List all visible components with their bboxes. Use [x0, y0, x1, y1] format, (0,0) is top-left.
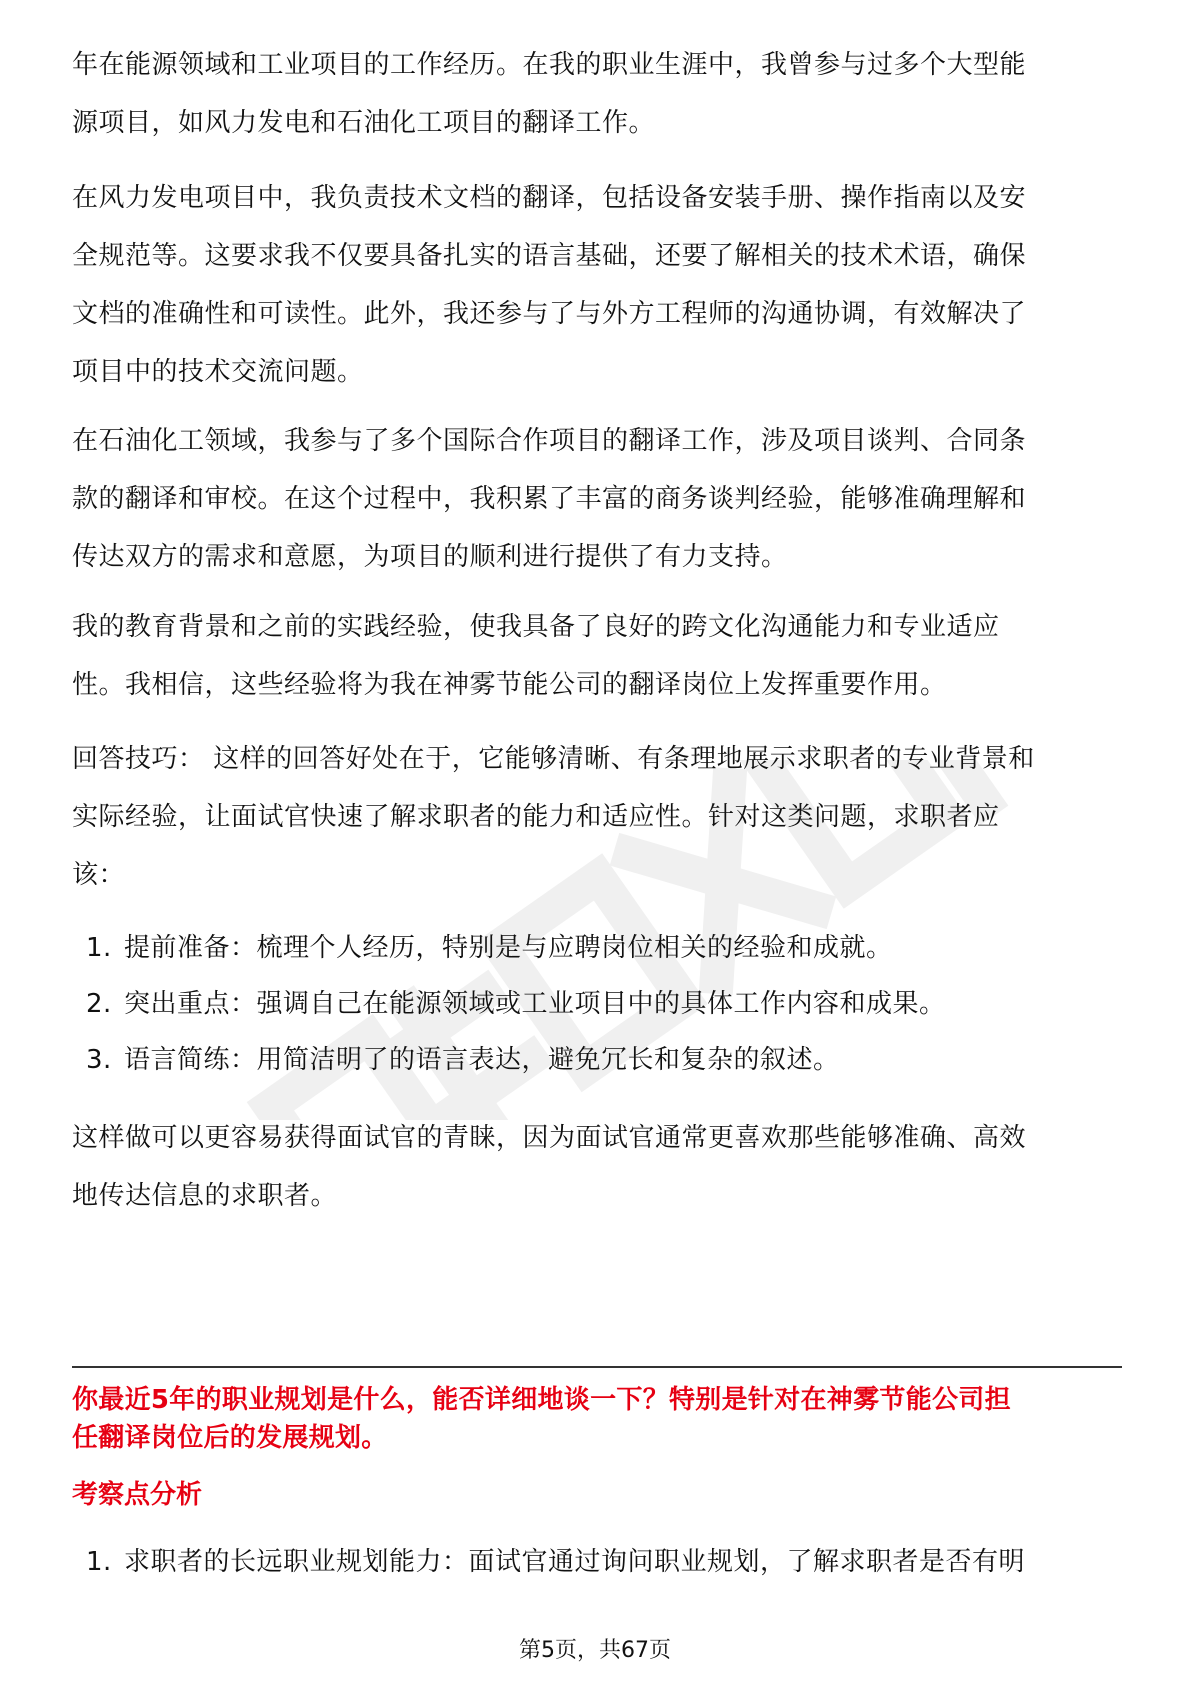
text-line: 在石油化工领域，我参与了多个国际合作项目的翻译工作，涉及项目谈判、合同条	[72, 426, 1027, 456]
list-item	[72, 976, 1122, 1032]
paragraph-experience-intro	[72, 36, 1122, 152]
text-line: 全规范等。这要求我不仅要具备扎实的语言基础，还要了解相关的技术术语，确保	[72, 241, 1027, 271]
list-number: 2.	[86, 989, 112, 1019]
list-number: 1.	[86, 1547, 112, 1577]
text-line: 年在能源领域和工业项目的工作经历。在我的职业生涯中，我曾参与过多个大型能	[72, 50, 1027, 80]
paragraph-education	[72, 598, 1122, 714]
list-item	[72, 1534, 1122, 1590]
text-line: 性。我相信，这些经验将为我在神雾节能公司的翻译岗位上发挥重要作用。	[72, 670, 947, 700]
list-text: 语言简练：用简洁明了的语言表达，避免冗长和复杂的叙述。	[124, 1045, 840, 1075]
list-item	[72, 1032, 1122, 1088]
text-line: 我的教育背景和之前的实践经验，使我具备了良好的跨文化沟通能力和专业适应	[72, 612, 1000, 642]
paragraph-answer-tips	[72, 730, 1122, 904]
list-text: 提前准备：梳理个人经历，特别是与应聘岗位相关的经验和成就。	[124, 933, 893, 963]
text-line: 这样做可以更容易获得面试官的青睐，因为面试官通常更喜欢那些能够准确、高效	[72, 1123, 1027, 1153]
text-line: 该：	[72, 860, 126, 890]
question-line: 任翻译岗位后的发展规划。	[72, 1423, 388, 1453]
question-line: 你最近5年的职业规划是什么，能否详细地谈一下？特别是针对在神雾节能公司担	[72, 1385, 1011, 1415]
paragraph-conclusion	[72, 1109, 1122, 1225]
text-line: 传达双方的需求和意愿，为项目的顺利进行提供了有力支持。	[72, 542, 788, 572]
text-line: 款的翻译和审校。在这个过程中，我积累了丰富的商务谈判经验，能够准确理解和	[72, 484, 1027, 514]
section-divider	[72, 1366, 1122, 1368]
interview-question	[72, 1381, 1122, 1457]
list-number: 3.	[86, 1045, 112, 1075]
analysis-heading: 考察点分析	[72, 1480, 203, 1510]
text-line: 回答技巧： 这样的回答好处在于，它能够清晰、有条理地展示求职者的专业背景和	[72, 744, 1035, 774]
list-text: 求职者的长远职业规划能力：面试官通过询问职业规划，了解求职者是否有明	[124, 1547, 1026, 1577]
list-text: 突出重点：强调自己在能源领域或工业项目中的具体工作内容和成果。	[124, 989, 946, 1019]
text-line: 文档的准确性和可读性。此外，我还参与了与外方工程师的沟通协调，有效解决了	[72, 299, 1027, 329]
document-page	[72, 0, 1122, 1684]
text-line: 实际经验，让面试官快速了解求职者的能力和适应性。针对这类问题，求职者应	[72, 802, 1000, 832]
text-line: 项目中的技术交流问题。	[72, 357, 364, 387]
text-line: 源项目，如风力发电和石油化工项目的翻译工作。	[72, 108, 656, 138]
paragraph-wind-power	[72, 169, 1122, 401]
page-footer: 第5页，共67页	[519, 1638, 671, 1663]
text-line: 在风力发电项目中，我负责技术文档的翻译，包括设备安装手册、操作指南以及安	[72, 183, 1027, 213]
text-line: 地传达信息的求职者。	[72, 1181, 338, 1211]
paragraph-petrochemical	[72, 412, 1122, 586]
list-item	[72, 920, 1122, 976]
list-number: 1.	[86, 933, 112, 963]
analysis-list	[72, 1534, 1122, 1590]
tips-list	[72, 920, 1122, 1088]
